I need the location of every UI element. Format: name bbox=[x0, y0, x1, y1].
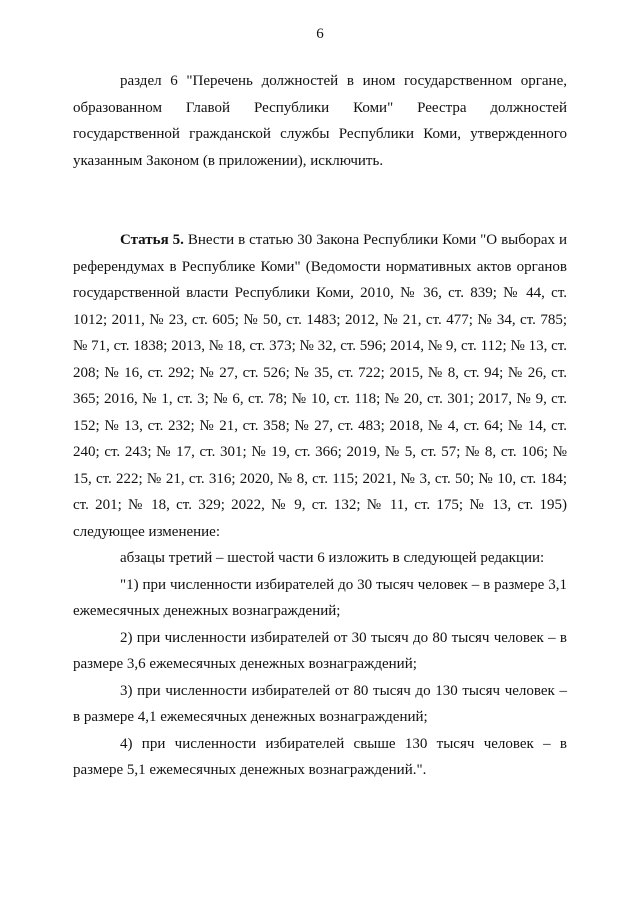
article-5-text: Внести в статью 30 Закона Республики Коми "О выборах и референдумах в Республике Коми" (Ведомости нормативных актов органов государственной власти Республики Коми, 2010, № 36, ст. 839; № 44, ст. 1012; 2011, № 23, ст. 605; № 50, ст. 1483; 2012, № 21, ст. 477; № 34, ст. 785; № 71, ст. 1838; 2013, № 18, ст. 373; № 32, ст. 596; 2014, № 9, ст. 112; № 13, ст. 208; № 16, ст. 292; № 27, ст. 526; № 35, ст. 722; 2015, № 8, ст. 94; № 26, ст. 365; 2016, № 1, ст. 3; № 6, ст. 78; № 10, ст. 118; № 20, ст. 301; 2017, № 9, ст. 152; № 13, ст. 232; № 21, ст. 358; № 27, ст. 483; 2018, № 4, ст. 64; № 14, ст. 240; ст. 243; № 17, ст. 301; № 19, ст. 366; 2019, № 5, ст. 57; № 8, ст. 106; № 15, ст. 222; № 21, ст. 316; 2020, № 8, ст. 115; 2021, № 3, ст. 50; № 10, ст. 184; ст. 201; № 18, ст. 329; 2022, № 9, ст. 132; № 11, ст. 175; № 13, ст. 195) следующее изменение: bbox=[73, 232, 567, 540]
paragraph-gap bbox=[73, 174, 567, 201]
paragraph-item-3: 3) при численности избирателей от 80 тысяч до 130 тысяч человек – в размере 4,1 ежемесячных денежных вознаграждений; bbox=[73, 682, 567, 725]
paragraph-gap bbox=[73, 201, 567, 228]
paragraph-item-4: 4) при численности избирателей свыше 130 тысяч человек – в размере 5,1 ежемесячных денежных вознаграждений.". bbox=[73, 735, 567, 778]
paragraph-section-6-exclusion: раздел 6 "Перечень должностей в ином государственном органе, образованном Главой Республики Коми" Реестра должностей государственной гражданской службы Республики Коми, утвержденного указанным Законом (в приложении), исключить. bbox=[73, 73, 567, 169]
paragraph-item-1: "1) при численности избирателей до 30 тысяч человек – в размере 3,1 ежемесячных денежных вознаграждений; bbox=[73, 576, 567, 619]
document-body bbox=[73, 68, 567, 784]
article-5-title: Статья 5. bbox=[120, 232, 184, 248]
paragraph-amendment-intro: абзацы третий – шестой части 6 изложить в следующей редакции: bbox=[120, 550, 545, 566]
article-5-paragraph bbox=[73, 227, 567, 545]
page-number: 6 bbox=[316, 26, 324, 42]
paragraph-item-2: 2) при численности избирателей от 30 тысяч до 80 тысяч человек – в размере 3,6 ежемесячных денежных вознаграждений; bbox=[73, 629, 567, 672]
